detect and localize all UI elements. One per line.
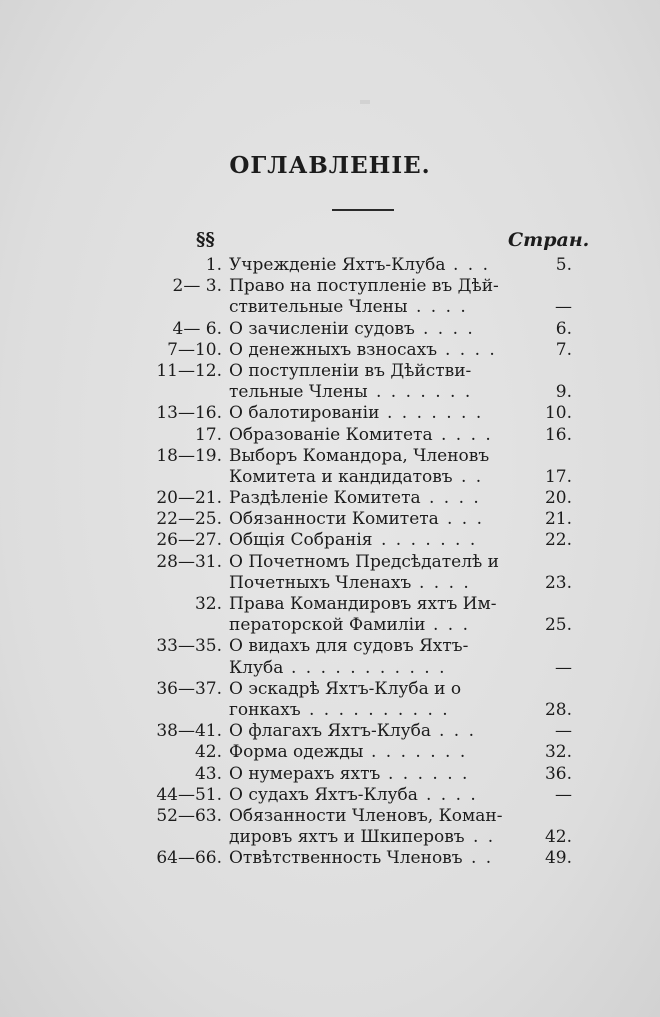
- entry-title: тельные Члены: [229, 382, 368, 403]
- page-number: 28.: [544, 699, 572, 720]
- toc-line: [0, 615, 660, 636]
- page-number: 17.: [544, 466, 572, 487]
- leader-dots: . . . . . . .: [376, 382, 473, 403]
- section-number: 42.: [194, 742, 222, 763]
- leader-dots: . . . . . . .: [381, 530, 478, 551]
- toc-line: [0, 700, 660, 721]
- page-number: —: [555, 657, 572, 678]
- section-number: 28—31.: [156, 551, 222, 572]
- leader-dots: . . . . . .: [388, 763, 470, 784]
- toc-line: [0, 848, 660, 869]
- toc-line: [0, 276, 660, 297]
- leader-dots: . . .: [439, 721, 477, 742]
- entry-title: О эскадрѣ Яхтъ-Клуба и о: [229, 678, 462, 699]
- column-header-sections: §§: [196, 229, 215, 250]
- entry-title: гонкахъ: [229, 699, 301, 720]
- section-number: 26—27.: [156, 530, 222, 551]
- leader-dots: . . . . . . . . . . .: [291, 657, 447, 678]
- page-number: 21.: [544, 509, 572, 530]
- toc-line: [0, 488, 660, 509]
- toc-line: [0, 446, 660, 467]
- toc-line: [0, 721, 660, 742]
- toc-line: [0, 679, 660, 700]
- toc-line: [0, 530, 660, 551]
- toc-line: [0, 594, 660, 615]
- toc-line: [0, 319, 660, 340]
- section-number: 64—66.: [156, 848, 222, 869]
- section-number: 22—25.: [156, 509, 222, 530]
- entry-title: ператорской Фамиліи: [229, 615, 426, 636]
- leader-dots: . .: [461, 466, 484, 487]
- entry-title: О нумерахъ яхтъ: [229, 763, 381, 784]
- title-divider: [332, 209, 394, 211]
- leader-dots: . . . .: [441, 424, 493, 445]
- leader-dots: . . .: [433, 615, 471, 636]
- toc-line: [0, 361, 660, 382]
- page-number: —: [555, 297, 572, 318]
- section-number: 20—21.: [156, 488, 222, 509]
- entry-title: Отвѣтственность Членовъ: [229, 848, 463, 869]
- leader-dots: . .: [473, 827, 496, 848]
- page-number: 42.: [544, 827, 572, 848]
- entry-title: Форма одежды: [229, 742, 364, 763]
- toc-line: [0, 509, 660, 530]
- leader-dots: . . .: [447, 509, 485, 530]
- leader-dots: . . . . . . . . . .: [309, 699, 450, 720]
- page-title: ОГЛАВЛЕНІЕ.: [229, 152, 431, 179]
- section-number: 32.: [194, 594, 222, 614]
- section-number: 52—63.: [156, 805, 222, 826]
- entry-title: О видахъ для судовъ Яхтъ-: [229, 636, 469, 657]
- section-number: 38—41.: [156, 721, 222, 742]
- leader-dots: . . . .: [419, 572, 471, 593]
- entry-title: Комитета и кандидатовъ: [229, 466, 453, 487]
- entry-title: О флагахъ Яхтъ-Клуба: [229, 721, 432, 742]
- section-number: 36—37.: [156, 678, 222, 699]
- section-number: 2— 3.: [172, 276, 222, 297]
- page-number: 10.: [544, 403, 572, 424]
- page-number: 7.: [555, 339, 572, 360]
- entry-title: дировъ яхтъ и Шкиперовъ: [229, 827, 465, 848]
- entry-title: Образованіе Комитета: [229, 424, 433, 445]
- entry-title: О судахъ Яхтъ-Клуба: [229, 784, 418, 805]
- leader-dots: . .: [471, 848, 494, 869]
- toc-line: [0, 403, 660, 424]
- toc-line: [0, 764, 660, 785]
- page-number: 22.: [544, 530, 572, 551]
- entry-title: Обязанности Членовъ, Коман-: [229, 805, 503, 826]
- entry-title: Обязанности Комитета: [229, 509, 439, 530]
- toc-line: [0, 297, 660, 318]
- entry-title: О Почетномъ Предсѣдателѣ и: [229, 551, 499, 572]
- section-number: 17.: [194, 424, 222, 445]
- entry-title: О балотированіи: [229, 403, 380, 424]
- leader-dots: . . . .: [429, 488, 481, 509]
- section-number: 43.: [194, 763, 222, 784]
- section-number: 13—16.: [156, 403, 222, 424]
- bleed-through-texture: [360, 100, 370, 104]
- toc-line: [0, 573, 660, 594]
- entry-title: Почетныхъ Членахъ: [229, 572, 412, 593]
- section-number: 18—19.: [156, 445, 222, 466]
- entry-title: Раздѣленіе Комитета: [229, 488, 421, 509]
- page-number: 16.: [544, 424, 572, 445]
- toc-line: [0, 382, 660, 403]
- section-number: 11—12.: [156, 360, 222, 381]
- page-number: 36.: [544, 763, 572, 784]
- toc-line: [0, 467, 660, 488]
- page-number: 49.: [544, 848, 572, 869]
- page-number: 32.: [544, 742, 572, 763]
- leader-dots: . . . . . . .: [387, 403, 484, 424]
- table-of-contents: [0, 255, 660, 869]
- toc-line: [0, 785, 660, 806]
- page-number: 23.: [544, 572, 572, 593]
- entry-title: Клуба: [229, 657, 284, 678]
- page-number: —: [555, 721, 572, 742]
- section-number: 1.: [205, 255, 222, 275]
- leader-dots: . . . .: [416, 297, 468, 318]
- page-number: 9.: [555, 382, 572, 403]
- entry-title: Выборъ Командора, Членовъ: [229, 445, 490, 466]
- leader-dots: . . .: [453, 255, 491, 275]
- page-number: 20.: [544, 488, 572, 509]
- section-number: 44—51.: [156, 784, 222, 805]
- entry-title: О зачисленіи судовъ: [229, 318, 415, 339]
- entry-title: Права Командировъ яхтъ Им-: [229, 594, 497, 614]
- leader-dots: . . . .: [426, 784, 478, 805]
- entry-title: О поступленіи въ Дѣйстви-: [229, 360, 472, 381]
- page-number: —: [555, 784, 572, 805]
- entry-title: О денежныхъ взносахъ: [229, 339, 438, 360]
- page-number: 6.: [555, 318, 572, 339]
- section-number: 4— 6.: [172, 318, 222, 339]
- toc-line: [0, 552, 660, 573]
- toc-line: [0, 742, 660, 763]
- toc-line: [0, 255, 660, 276]
- entry-title: Право на поступленіе въ Дѣй-: [229, 276, 499, 297]
- section-number: 7—10.: [167, 339, 222, 360]
- entry-title: ствительные Члены: [229, 297, 408, 318]
- toc-line: [0, 425, 660, 446]
- toc-line: [0, 827, 660, 848]
- toc-line: [0, 806, 660, 827]
- toc-line: [0, 636, 660, 657]
- section-number: 33—35.: [156, 636, 222, 657]
- page-number: 5.: [555, 255, 572, 275]
- toc-line: [0, 340, 660, 361]
- leader-dots: . . . .: [445, 339, 497, 360]
- column-header-pages: Стран.: [508, 229, 590, 251]
- entry-title: Общія Собранія: [229, 530, 373, 551]
- entry-title: Учрежденіе Яхтъ-Клуба: [229, 255, 446, 275]
- page-number: 25.: [544, 615, 572, 636]
- leader-dots: . . . .: [423, 318, 475, 339]
- leader-dots: . . . . . . .: [371, 742, 468, 763]
- toc-line: [0, 658, 660, 679]
